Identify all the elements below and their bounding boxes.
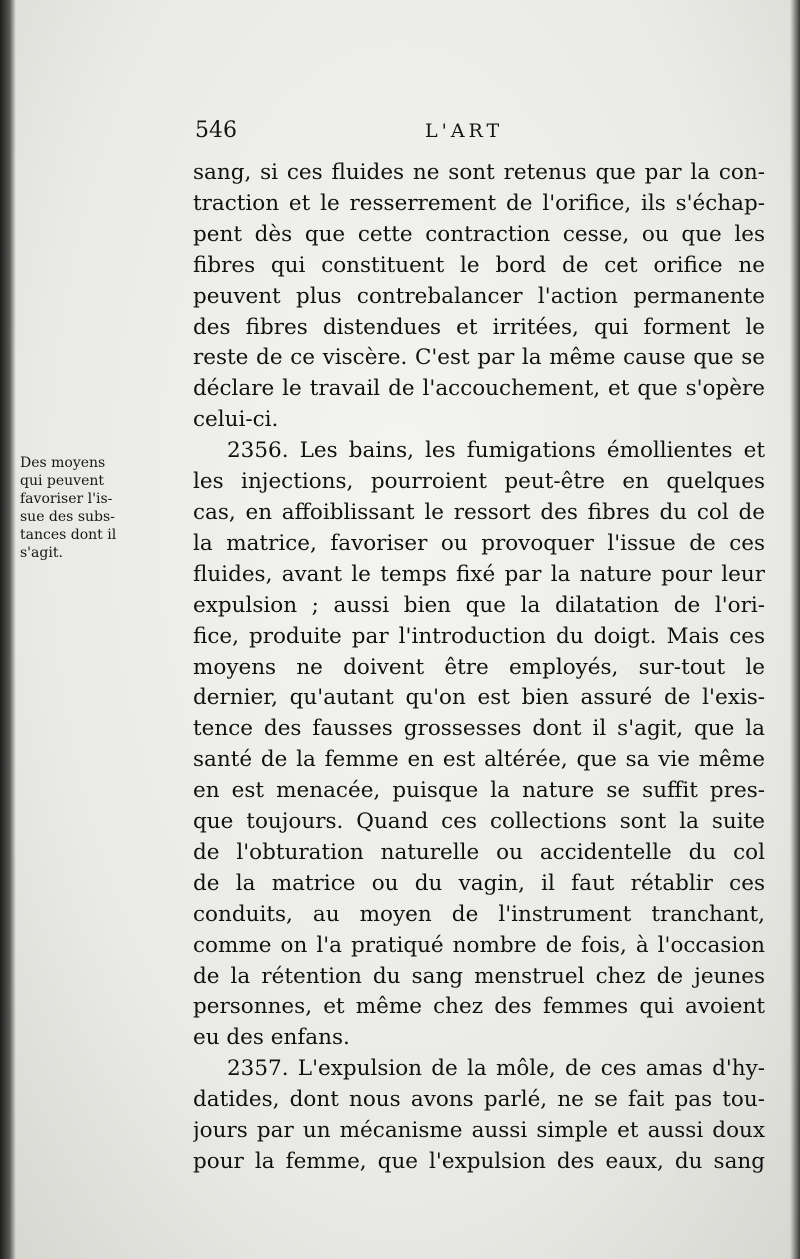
- text-line: datides, dont nous avons parlé, ne se fait pas tou-: [193, 1087, 765, 1113]
- text-line: pour la femme, que l'expulsion des eaux, du sang: [193, 1149, 765, 1174]
- text-line: tence des fausses grossesses dont il s'agit, que la: [193, 716, 765, 742]
- text-line: moyens ne doivent être employés, sur-tout le: [193, 654, 765, 680]
- text-line: dernier, qu'autant qu'on est bien assuré de l'exis-: [193, 685, 765, 711]
- text-line: fibres qui constituent le bord de cet orifice ne: [193, 252, 765, 278]
- text-line: expulsion ; aussi bien que la dilatation de l'ori-: [193, 592, 765, 618]
- text-line: jours par un mécanisme aussi simple et aussi doux: [193, 1118, 765, 1144]
- text-line: les injections, pourroient peut-être en quelques: [193, 469, 765, 495]
- running-head: L'ART: [425, 120, 504, 142]
- page-number: 546: [195, 118, 237, 143]
- text-line: de l'obturation naturelle ou accidentelle du col: [193, 839, 765, 865]
- text-line: santé de la femme en est altérée, que sa vie même: [193, 747, 765, 773]
- page-header: [195, 118, 735, 148]
- text-line: conduits, au moyen de l'instrument tranchant,: [193, 901, 765, 927]
- text-line: peuvent plus contrebalancer l'action permanente: [193, 283, 765, 309]
- text-line: traction et le resserrement de l'orifice, ils s'échap-: [193, 190, 765, 216]
- paragraph-2356-start: 2356. Les bains, les fumigations émollientes et: [227, 438, 765, 464]
- text-line: déclare le travail de l'accouchement, et que s'opère: [193, 376, 765, 402]
- paragraph-end-line: celui-ci.: [193, 407, 279, 433]
- text-line: pent dès que cette contraction cesse, ou que les: [193, 221, 765, 247]
- text-line: des fibres distendues et irritées, qui forment le: [193, 314, 765, 340]
- text-line: cas, en affoiblissant le ressort des fibres du col de: [193, 499, 765, 525]
- margin-note: [20, 454, 192, 562]
- text-line: fice, produite par l'introduction du doigt. Mais ces: [193, 623, 765, 649]
- margin-note-line: favoriser l'is-: [20, 491, 113, 507]
- text-line: personnes, et même chez des femmes qui avoient: [193, 994, 765, 1020]
- text-line: comme on l'a pratiqué nombre de fois, à l'occasion: [193, 932, 765, 958]
- text-line: sang, si ces fluides ne sont retenus que par la con-: [193, 160, 765, 185]
- page-right-shadow: [790, 0, 800, 1259]
- margin-note-line: sue des subs-: [20, 509, 115, 525]
- text-line: en est menacée, puisque la nature se suffit pres-: [193, 778, 765, 804]
- text-line: fluides, avant le temps fixé par la nature pour leur: [193, 561, 765, 587]
- text-line: de la matrice ou du vagin, il faut rétablir ces: [193, 870, 765, 896]
- text-line: que toujours. Quand ces collections sont la suite: [193, 809, 765, 835]
- page-left-shadow: [0, 0, 16, 1259]
- paragraph-2357-start: 2357. L'expulsion de la môle, de ces amas d'hy-: [227, 1056, 765, 1082]
- body-text: [193, 158, 765, 1178]
- margin-note-line: qui peuvent: [20, 473, 105, 489]
- text-line: reste de ce viscère. C'est par la même cause que se: [193, 345, 765, 371]
- margin-note-line: tances dont il: [20, 527, 117, 543]
- text-line: de la rétention du sang menstruel chez de jeunes: [193, 963, 765, 989]
- margin-note-line: Des moyens: [20, 455, 106, 471]
- paragraph-end-line: eu des enfans.: [193, 1025, 350, 1051]
- text-line: la matrice, favoriser ou provoquer l'issue de ces: [193, 530, 765, 556]
- margin-note-line: s'agit.: [20, 545, 63, 561]
